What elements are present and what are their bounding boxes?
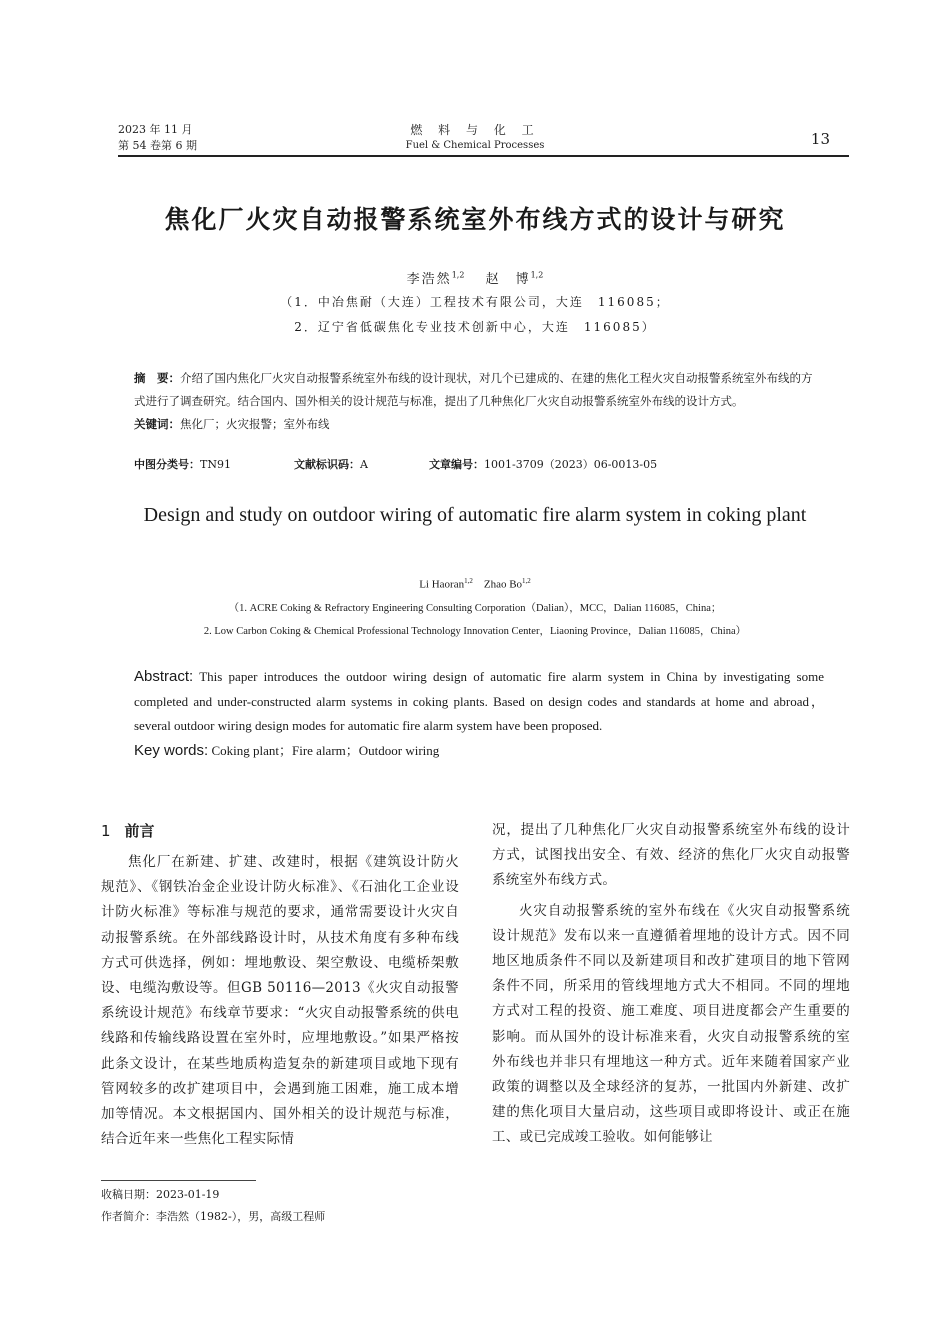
body-paragraph-1: 焦化厂在新建、扩建、改建时，根据《建筑设计防火规范》、《钢铁冶金企业设计防火标准》、《石油化工企业设计防火标准》等标准与规范的要求，通常需要设计火灾自动报警系统。在外部线路设计时，从技术角度有多种布线方式可供选择，例如：埋地敷设、架空敷设、电缆桥架敷设、电缆沟敷设等。但GB 50116—2013《火灾自动报警系统设计规范》布线章节要求：“火灾自动报警系统的供电线路和传输线路设置在室外时，应埋地敷设。”如果严格按此条文设计，在某些地质构造复杂的新建项目或地下现有管网较多的改扩建项目中，会遇到施工困难，施工成本增加等情况。本文根据国内、国外相关的设计规范与标准，结合近年来一些焦化工程实际情 [101,854,459,1148]
keywords-en [134,739,824,764]
abstract-en-text: This paper introduces the outdoor wiring design of automatic fire alarm system in China by investigating some completed and under-constructed alarm systems in coking plants. Based on design codes and standards at home and abroad，several outdoor wiring design modes for automatic fire alarm system have been proposed. [134,669,825,733]
affiliation-1: （1．中冶焦耐（大连）工程技术有限公司，大连 116085； [280,295,670,309]
header-rule [118,155,849,157]
issue-date: 2023 年 11 月 [118,123,193,136]
author-line [100,268,850,287]
abstract-cn-text: 介绍了国内焦化厂火灾自动报警系统室外布线的设计现状，对几个已建成的、在建的焦化工程火灾自动报警系统室外布线的方式进行了调查研究。结合国内、国外相关的设计规范与标准，提出了几种焦化厂火灾自动报警系统室外布线的设计方式。 [134,371,813,408]
section-number: 1 [101,822,111,840]
article-number: 文章编号：1001-3709（2023）06-0013-05 [429,458,658,471]
running-header-issue [118,122,197,154]
author-2-en: Zhao Bo [483,578,523,591]
keywords-en-label: Key words: [134,741,209,759]
footnote-received: 收稿日期：2023-01-19 [101,1188,220,1201]
body-paragraph-2: 火灾自动报警系统的室外布线在《火灾自动报警系统设计规范》发布以来一直遵循着埋地的设计方式。因不同地区地质条件不同以及新建项目和改扩建项目的地下管网条件不同，所采用的管线埋地方式大不相同。不同的埋地方式对工程的投资、施工难度、项目进度都会产生重要的影响。而从国外的设计标准来看，火灾自动报警系统的室外布线也并非只有埋地这一种方式。近年来随着国家产业政策的调整以及全球经济的复苏，一批国内外新建、改扩建的焦化项目大量启动，这些项目或即将设计、或正在施工、或已完成竣工验收。如何能够让 [492,902,850,1146]
paper-title: 焦化厂火灾自动报警系统室外布线方式的设计与研究 [164,205,786,234]
journal-name-cn: 燃 料 与 化 工 [410,123,540,137]
body-column-right [492,818,850,1151]
body-column-left [101,818,459,1152]
affiliation-en-1: （1. ACRE Coking & Refractory Engineering Consulting Corporation（Dalian），MCC，Dalian 116085，China； [228,603,722,614]
keywords-en-text: Coking plant；Fire alarm；Outdoor wiring [211,742,440,758]
journal-name-en: Fuel & Chemical Processes [405,140,545,151]
abstract-en-label: Abstract: [134,668,194,685]
abstract-cn-label: 摘 要： [134,371,180,385]
clc-number: 中图分类号：TN91 [134,458,231,471]
abstract-en [134,665,824,763]
paper-title-en: Design and study on outdoor wiring of automatic fire alarm system in coking plant [143,504,807,526]
keywords-cn-label: 关键词： [134,417,180,431]
abstract-cn [134,367,820,436]
footnote-author-bio: 作者简介：李浩然（1982-），男，高级工程师 [101,1210,326,1223]
section-title: 前言 [124,822,155,840]
keywords-cn [134,413,820,436]
document-code: 文献标识码：A [294,458,368,471]
keywords-cn-text: 焦化厂；火灾报警；室外布线 [180,417,330,431]
section-heading [101,818,459,844]
footnote-rule [101,1180,256,1181]
author-1-affil: 1,2 [451,270,465,280]
body-paragraph-1-continued: 况，提出了几种焦化厂火灾自动报警系统室外布线的设计方式，试图找出安全、有效、经济的焦化厂火灾自动报警系统室外布线方式。 [492,822,850,889]
running-header-journal [330,122,620,153]
author-1-en: Li Haoran [419,578,465,591]
affiliation-2: 2．辽宁省低碳焦化专业技术创新中心，大连 116085） [294,320,656,334]
author-line-en: Li Haoran$^{1,2}$ Zhao Bo$^{1,2}$ [419,577,531,591]
author-2-affil: 1,2 [530,270,544,280]
issue-volume: 第 54 卷第 6 期 [118,139,197,152]
author-2: 赵 博 [485,272,531,287]
author-1: 李浩然 [406,272,452,287]
page-number: 13 [810,130,830,148]
affiliation-en-2: 2. Low Carbon Coking & Chemical Professional Technology Innovation Center，Liaoning Province，Dalian 116085，China） [203,626,747,637]
